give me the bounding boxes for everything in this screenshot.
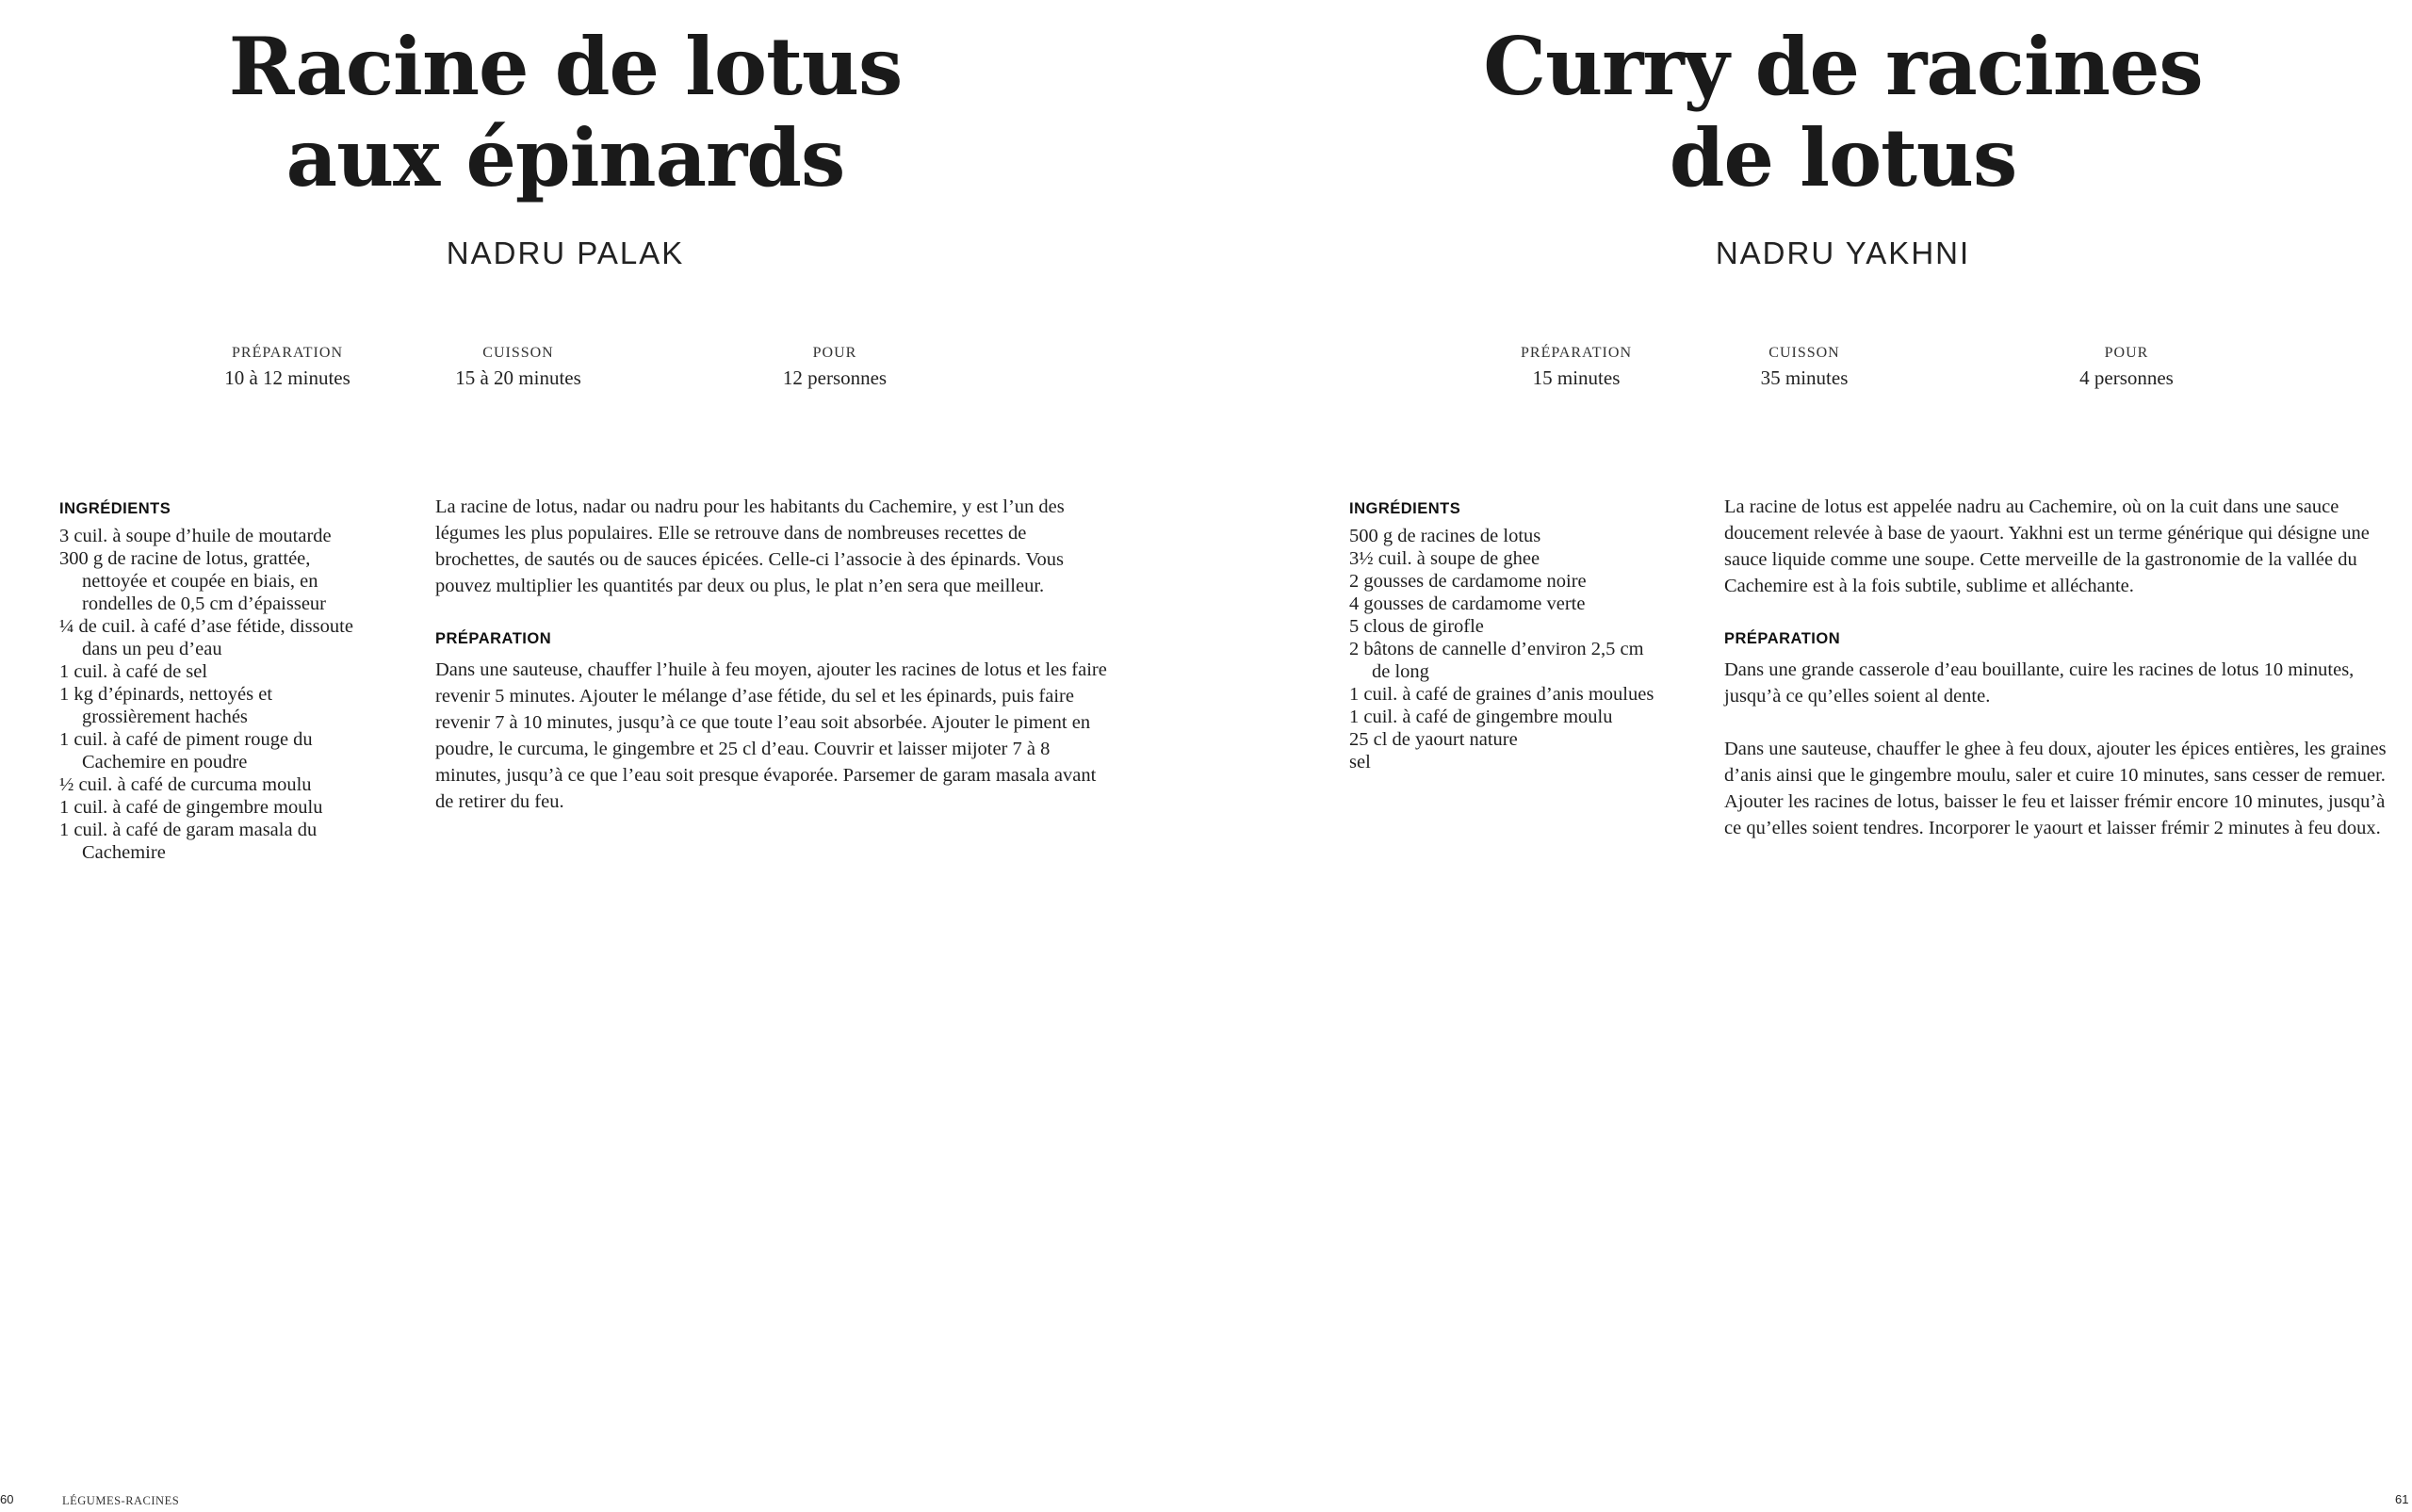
intro-paragraph: La racine de lotus est appelée nadru au Cachemire, où on la cuit dans une sauce doucement relevée à base de yaourt. Yakhni est un terme générique qui désigne une sauce liquide comme une soupe. Cette merveille de la gastronomie de la vallée du Cachemire est à la fois subtile, sublime et alléchante.: [1724, 496, 2370, 596]
ingredient-item: sel: [1349, 752, 1371, 772]
ingredient-item: 1 cuil. à café de graines d’anis moulues: [1349, 684, 1654, 705]
ingredient-item: 1 cuil. à café de gingembre moulu: [59, 797, 323, 818]
ingredient-item: 5 clous de girofle: [1349, 616, 1484, 637]
page-number: 60: [0, 1492, 14, 1506]
recipe-subtitle: NADRU PALAK: [446, 236, 685, 270]
ingredient-item: 2 bâtons de cannelle d’environ 2,5 cm de long: [1349, 639, 1644, 682]
recipe-title: [1278, 21, 2408, 203]
ingredients-section: [1349, 497, 1660, 773]
meta-cuisson: [377, 345, 660, 390]
preparation-title: PRÉPARATION: [435, 630, 552, 647]
preparation-step: Dans une sauteuse, chauffer le ghee à feu doux, ajouter les épices entières, les graines d’anis ainsi que le gingembre moulu, saler et cuire 10 minutes, sans cesser de remuer. Ajouter les racines de lotus, baisser le feu et laisser frémir encore 10 minutes, jusqu’à ce qu’elles soient tendres. Incorporer le yaourt et laisser frémir 2 minutes à feu doux.: [1724, 739, 2387, 838]
meta-label: CUISSON: [1768, 345, 1840, 361]
meta-label: PRÉPARATION: [1521, 345, 1632, 361]
ingredient-item: 25 cl de yaourt nature: [1349, 729, 1518, 750]
page-number: 61: [2395, 1492, 2409, 1506]
ingredient-item: 500 g de racines de lotus: [1349, 526, 1541, 546]
meta-value: 15 à 20 minutes: [455, 366, 581, 389]
meta-pour: [1985, 345, 2268, 390]
title-line-2: de lotus: [1669, 111, 2017, 204]
ingredient-item: ¼ de cuil. à café d’ase fétide, dissoute dans un peu d’eau: [59, 616, 353, 659]
meta-cuisson: [1663, 345, 1946, 390]
ingredient-item: 2 gousses de cardamome noire: [1349, 571, 1587, 592]
meta-value: 15 minutes: [1532, 366, 1621, 389]
title-line-1: Curry de racines: [1483, 20, 2203, 113]
title-line-2: aux épinards: [285, 111, 845, 204]
meta-value: 12 personnes: [782, 366, 888, 389]
ingredient-item: ½ cuil. à café de curcuma moulu: [59, 774, 312, 795]
ingredient-item: 1 cuil. à café de sel: [59, 661, 208, 682]
ingredients-title: INGRÉDIENTS: [1349, 500, 1461, 517]
preparation-step: Dans une grande casserole d’eau bouillante, cuire les racines de lotus 10 minutes, jusqu’à ce qu’elles soient al dente.: [1724, 659, 2355, 707]
recipe-body: [435, 494, 1114, 815]
ingredient-item: 4 gousses de cardamome verte: [1349, 593, 1586, 614]
intro-paragraph: La racine de lotus, nadar ou nadru pour les habitants du Cachemire, y est l’un des légumes les plus populaires. Elle se retrouve dans de nombreuses recettes de brochettes, de sautés ou de sauces épicées. Celle-ci l’associe à des épinards. Vous pouvez multiplier les quantités par deux ou plus, le plat n’en sera que meilleur.: [435, 496, 1065, 596]
recipe-body: [1724, 494, 2403, 841]
ingredient-item: 1 cuil. à café de piment rouge du Cachemire en poudre: [59, 729, 313, 772]
recipe-title: [0, 21, 1131, 203]
meta-pour: [693, 345, 976, 390]
ingredients-title: INGRÉDIENTS: [59, 500, 171, 517]
meta-value: 4 personnes: [2079, 366, 2174, 389]
meta-value: 10 à 12 minutes: [224, 366, 350, 389]
ingredient-item: 3 cuil. à soupe d’huile de moutarde: [59, 526, 332, 546]
ingredients-list: [59, 525, 370, 864]
meta-label: POUR: [812, 345, 857, 361]
meta-label: POUR: [2104, 345, 2149, 361]
ingredient-item: 1 cuil. à café de garam masala du Cachemire: [59, 820, 318, 863]
ingredients-section: [59, 497, 370, 864]
right-page: [1206, 0, 2412, 1512]
meta-label: CUISSON: [482, 345, 554, 361]
ingredient-item: 1 kg d’épinards, nettoyés et grossièrement hachés: [59, 684, 273, 727]
ingredients-list: [1349, 525, 1660, 773]
meta-value: 35 minutes: [1760, 366, 1849, 389]
preparation-step: Dans une sauteuse, chauffer l’huile à feu moyen, ajouter les racines de lotus et les faire revenir 5 minutes. Ajouter le mélange d’ase fétide, du sel et les épinards, puis faire revenir 7 à 10 minutes, jusqu’à ce que toute l’eau soit absorbée. Ajouter le piment en poudre, le curcuma, le gingembre et 25 cl d’eau. Couvrir et laisser mijoter 7 à 8 minutes, jusqu’à ce que l’eau soit presque évaporée. Parsemer de garam masala avant de retirer du feu.: [435, 659, 1107, 812]
running-head: LÉGUMES-RACINES: [62, 1494, 180, 1507]
ingredient-item: 1 cuil. à café de gingembre moulu: [1349, 707, 1613, 727]
preparation-title: PRÉPARATION: [1724, 630, 1841, 647]
title-line-1: Racine de lotus: [228, 20, 903, 113]
recipe-subtitle: NADRU YAKHNI: [1715, 236, 1971, 270]
ingredient-item: 3½ cuil. à soupe de ghee: [1349, 548, 1540, 569]
meta-label: PRÉPARATION: [232, 345, 343, 361]
ingredient-item: 300 g de racine de lotus, grattée, nettoyée et coupée en biais, en rondelles de 0,5 cm d’épaisseur: [59, 548, 327, 614]
